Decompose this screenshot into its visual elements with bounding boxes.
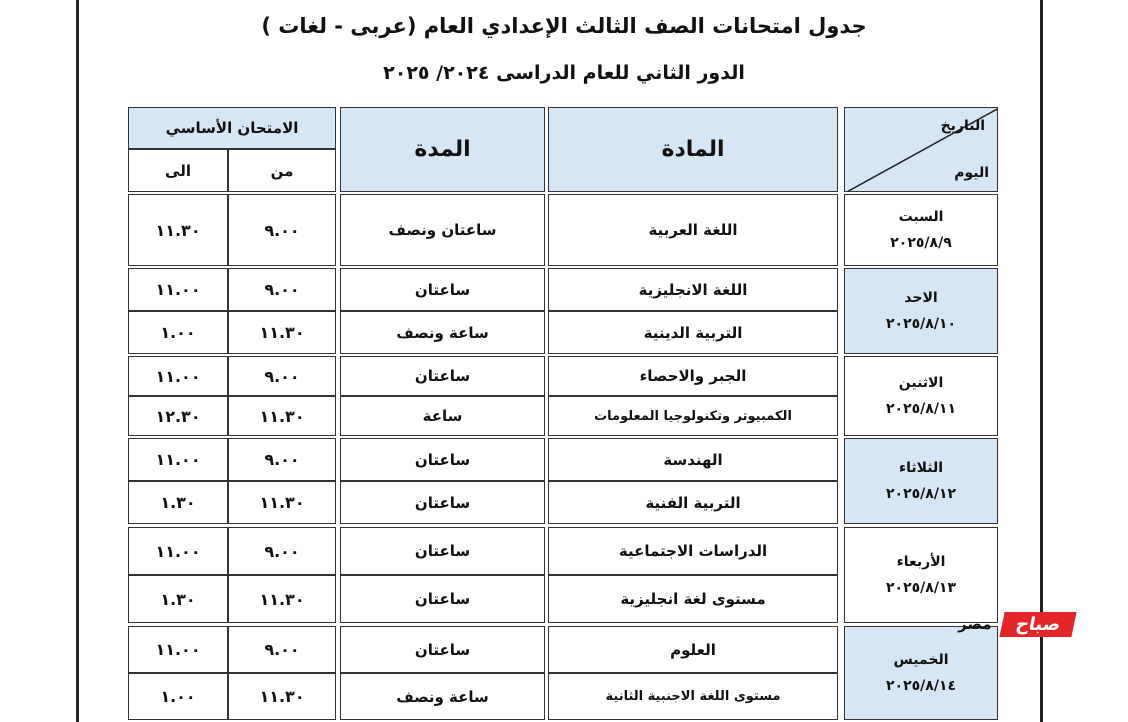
exam-end-time: ١١.٠٠ — [128, 356, 228, 396]
day-cell — [844, 268, 998, 354]
exam-subject: الكمبيوتر وتكنولوجيا المعلومات — [548, 396, 838, 436]
exam-end-time: ١.٣٠ — [128, 481, 228, 524]
exam-start-time: ١١.٣٠ — [228, 673, 336, 720]
exam-duration: ساعتان — [340, 356, 545, 396]
exam-end-time: ١١.٠٠ — [128, 438, 228, 481]
exam-subject: اللغة الانجليزية — [548, 268, 838, 311]
day-name: السبت — [898, 209, 944, 225]
exam-end-time: ١١.٠٠ — [128, 626, 228, 673]
day-name: الخميس — [893, 652, 949, 668]
header-to: الى — [128, 149, 228, 192]
header-duration: المدة — [340, 107, 545, 192]
day-name: الثلاثاء — [898, 460, 944, 476]
exam-subject: التربية الفنية — [548, 481, 838, 524]
exam-subject: الدراسات الاجتماعية — [548, 527, 838, 575]
logo-black-text: مصر — [958, 615, 992, 633]
exam-end-time: ١.٠٠ — [128, 311, 228, 354]
exam-duration: ساعتان — [340, 575, 545, 623]
logo-red-text: صباح — [999, 612, 1077, 637]
exam-duration: ساعتان — [340, 481, 545, 524]
day-name: الأربعاء — [896, 554, 946, 570]
exam-end-time: ١١.٠٠ — [128, 527, 228, 575]
exam-end-time: ١٢.٣٠ — [128, 396, 228, 436]
exam-start-time: ٩.٠٠ — [228, 268, 336, 311]
exam-end-time: ١.٠٠ — [128, 673, 228, 720]
exam-start-time: ٩.٠٠ — [228, 438, 336, 481]
exam-subject: الجبر والاحصاء — [548, 356, 838, 396]
exam-start-time: ١١.٣٠ — [228, 396, 336, 436]
day-cell — [844, 194, 998, 266]
header-subject: المادة — [548, 107, 838, 192]
header-from: من — [228, 149, 336, 192]
day-date: ٢٠٢٥/٨/١٤ — [885, 678, 957, 694]
day-cell — [844, 356, 998, 436]
exam-subject: مستوى لغة انجليزية — [548, 575, 838, 623]
header-basic-exam: الامتحان الأساسي — [128, 107, 336, 149]
exam-subject: التربية الدينية — [548, 311, 838, 354]
exam-duration: ساعتان — [340, 438, 545, 481]
day-name: الاحد — [904, 290, 938, 306]
exam-start-time: ٩.٠٠ — [228, 527, 336, 575]
exam-start-time: ١١.٣٠ — [228, 481, 336, 524]
page-title: جدول امتحانات الصف الثالث الإعدادي العام (عربى - لغات ) — [261, 14, 867, 38]
exam-start-time: ١١.٣٠ — [228, 311, 336, 354]
exam-duration: ساعة ونصف — [340, 673, 545, 720]
exam-subject: اللغة العربية — [548, 194, 838, 266]
exam-start-time: ١١.٣٠ — [228, 575, 336, 623]
exam-duration: ساعة — [340, 396, 545, 436]
header-date-day-cell — [844, 107, 998, 192]
exam-start-time: ٩.٠٠ — [228, 194, 336, 266]
header-date-label: التاريخ — [940, 118, 985, 134]
exam-start-time: ٩.٠٠ — [228, 356, 336, 396]
day-cell — [844, 438, 998, 524]
day-date: ٢٠٢٥/٨/١١ — [885, 401, 957, 417]
day-date: ٢٠٢٥/٨/١٠ — [885, 316, 957, 332]
sabah-masr-logo — [896, 607, 1074, 641]
header-day-label: اليوم — [954, 165, 989, 181]
page-subtitle: الدور الثاني للعام الدراسى ٢٠٢٤/ ٢٠٢٥ — [383, 62, 745, 84]
exam-duration: ساعتان ونصف — [340, 194, 545, 266]
left-frame-line — [76, 0, 79, 722]
exam-duration: ساعتان — [340, 626, 545, 673]
exam-end-time: ١١.٠٠ — [128, 268, 228, 311]
day-date: ٢٠٢٥/٨/٩ — [890, 235, 952, 251]
day-date: ٢٠٢٥/٨/١٢ — [885, 486, 957, 502]
exam-subject: مستوى اللغة الاجنبية الثانية — [548, 673, 838, 720]
exam-end-time: ١١.٣٠ — [128, 194, 228, 266]
exam-end-time: ١.٣٠ — [128, 575, 228, 623]
exam-subject: الهندسة — [548, 438, 838, 481]
day-name: الاثنين — [898, 375, 944, 391]
exam-start-time: ٩.٠٠ — [228, 626, 336, 673]
exam-duration: ساعتان — [340, 268, 545, 311]
exam-subject: العلوم — [548, 626, 838, 673]
day-date: ٢٠٢٥/٨/١٣ — [885, 580, 957, 596]
exam-duration: ساعة ونصف — [340, 311, 545, 354]
exam-duration: ساعتان — [340, 527, 545, 575]
